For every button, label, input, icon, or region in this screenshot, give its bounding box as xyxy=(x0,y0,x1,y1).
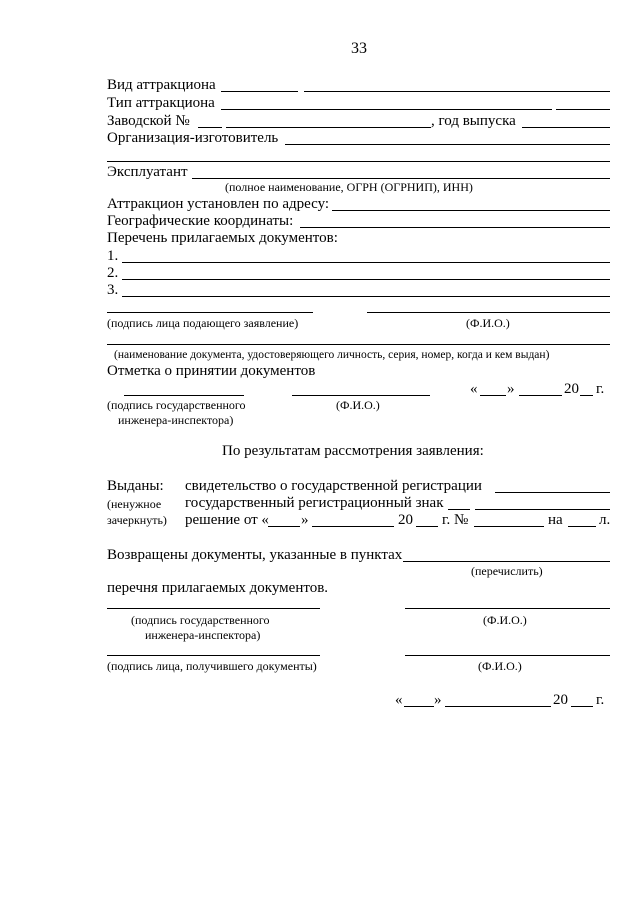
final-quote-close: » xyxy=(434,692,442,708)
strike-hint-1: (ненужное xyxy=(107,497,162,511)
field-issued-2b[interactable] xyxy=(475,509,610,510)
hint-applicant-doc: (наименование документа, удостоверяющего личность, серия, номер, когда и кем выдан) xyxy=(114,349,550,361)
field-zavod-a[interactable] xyxy=(198,127,222,128)
acceptance-title: Отметка о принятии документов xyxy=(107,363,316,379)
issued-item-3b: » xyxy=(301,512,309,528)
hint-receiver: (подпись лица, получившего документы) xyxy=(107,659,317,673)
field-vid-b[interactable] xyxy=(304,91,610,92)
field-inspector-sign[interactable] xyxy=(107,608,320,609)
field-accept-sign[interactable] xyxy=(124,395,244,396)
field-decision-month[interactable] xyxy=(312,526,394,527)
label-god: , год выпуска xyxy=(431,113,516,129)
field-accept-day[interactable] xyxy=(480,395,506,396)
hint-applicant-sign: (подпись лица подающего заявление) xyxy=(107,316,299,330)
docs-list-label: перечня прилагаемых документов. xyxy=(107,580,329,596)
field-doc-3[interactable] xyxy=(122,296,610,297)
field-geo[interactable] xyxy=(300,227,610,228)
label-tip: Тип аттракциона xyxy=(107,95,215,111)
hint-accept-sign-2: инженера-инспектора) xyxy=(118,413,234,427)
field-accept-year[interactable] xyxy=(580,395,593,396)
field-returned[interactable] xyxy=(403,561,610,562)
returned-label: Возвращены документы, указанные в пунктах xyxy=(107,547,403,563)
field-vid-a[interactable] xyxy=(221,91,298,92)
label-org: Организация-изготовитель xyxy=(107,130,279,146)
field-tip-b[interactable] xyxy=(556,109,610,110)
accept-quote-open: « xyxy=(470,381,478,397)
field-final-day[interactable] xyxy=(404,706,434,707)
field-applicant-doc[interactable] xyxy=(107,344,610,345)
hint-list: (перечислить) xyxy=(471,564,543,578)
final-quote-open: « xyxy=(395,692,403,708)
hint-receiver-fio: (Ф.И.О.) xyxy=(478,659,522,673)
field-org[interactable] xyxy=(285,144,610,145)
strike-hint-2: зачеркнуть) xyxy=(107,513,167,527)
doc-num-3: 3. xyxy=(107,282,119,298)
field-issued-1[interactable] xyxy=(495,492,610,493)
label-addr: Аттракцион установлен по адресу: xyxy=(107,196,330,212)
field-applicant-fio[interactable] xyxy=(367,312,610,313)
label-geo: Географические координаты: xyxy=(107,213,294,229)
hint-inspector-fio: (Ф.И.О.) xyxy=(483,613,527,627)
issued-item-2: государственный регистрационный знак xyxy=(185,495,444,511)
issued-item-3a: решение от « xyxy=(185,512,269,528)
hint-exp: (полное наименование, ОГРН (ОГРНИП), ИНН) xyxy=(225,180,473,194)
issued-item-3f: л. xyxy=(599,512,611,528)
field-inspector-fio[interactable] xyxy=(405,608,610,609)
hint-accept-fio: (Ф.И.О.) xyxy=(336,398,380,412)
issued-label: Выданы: xyxy=(107,478,164,494)
issued-item-1: свидетельство о государственной регистрации xyxy=(185,478,482,494)
field-receiver-fio[interactable] xyxy=(405,655,610,656)
results-heading: По результатам рассмотрения заявления: xyxy=(222,443,484,459)
issued-item-3e: на xyxy=(548,512,563,528)
hint-inspector-2: инженера-инспектора) xyxy=(145,628,261,642)
doc-num-2: 2. xyxy=(107,265,119,281)
label-vid: Вид аттракциона xyxy=(107,77,216,93)
field-addr[interactable] xyxy=(332,210,610,211)
issued-item-3c: 20 xyxy=(398,512,413,528)
field-decision-year[interactable] xyxy=(416,526,438,527)
field-receiver-sign[interactable] xyxy=(107,655,320,656)
field-accept-month[interactable] xyxy=(519,395,562,396)
field-exp[interactable] xyxy=(192,178,610,179)
issued-item-3d: г. № xyxy=(442,512,469,528)
final-year: 20 xyxy=(553,692,568,708)
field-org-2[interactable] xyxy=(107,161,610,162)
field-god[interactable] xyxy=(522,127,610,128)
label-docs: Перечень прилагаемых документов: xyxy=(107,230,338,246)
field-zavod-b[interactable] xyxy=(226,127,431,128)
hint-applicant-fio: (Ф.И.О.) xyxy=(466,316,510,330)
accept-g: г. xyxy=(596,381,605,397)
field-accept-fio[interactable] xyxy=(292,395,430,396)
field-decision-number[interactable] xyxy=(474,526,544,527)
final-g: г. xyxy=(596,692,605,708)
field-tip-a[interactable] xyxy=(221,109,552,110)
accept-quote-close: » xyxy=(507,381,515,397)
hint-inspector-1: (подпись государственного xyxy=(131,613,270,627)
field-issued-2a[interactable] xyxy=(448,509,470,510)
field-decision-day[interactable] xyxy=(268,526,300,527)
label-zavod: Заводской № xyxy=(107,113,190,129)
field-final-month[interactable] xyxy=(445,706,551,707)
field-decision-pages[interactable] xyxy=(568,526,596,527)
field-doc-1[interactable] xyxy=(122,262,610,263)
field-applicant-sign[interactable] xyxy=(107,312,313,313)
page-number: 33 xyxy=(351,40,367,57)
label-exp: Эксплуатант xyxy=(107,164,188,180)
hint-accept-sign-1: (подпись государственного xyxy=(107,398,246,412)
field-final-year[interactable] xyxy=(571,706,593,707)
field-doc-2[interactable] xyxy=(122,279,610,280)
accept-year: 20 xyxy=(564,381,579,397)
doc-num-1: 1. xyxy=(107,248,119,264)
